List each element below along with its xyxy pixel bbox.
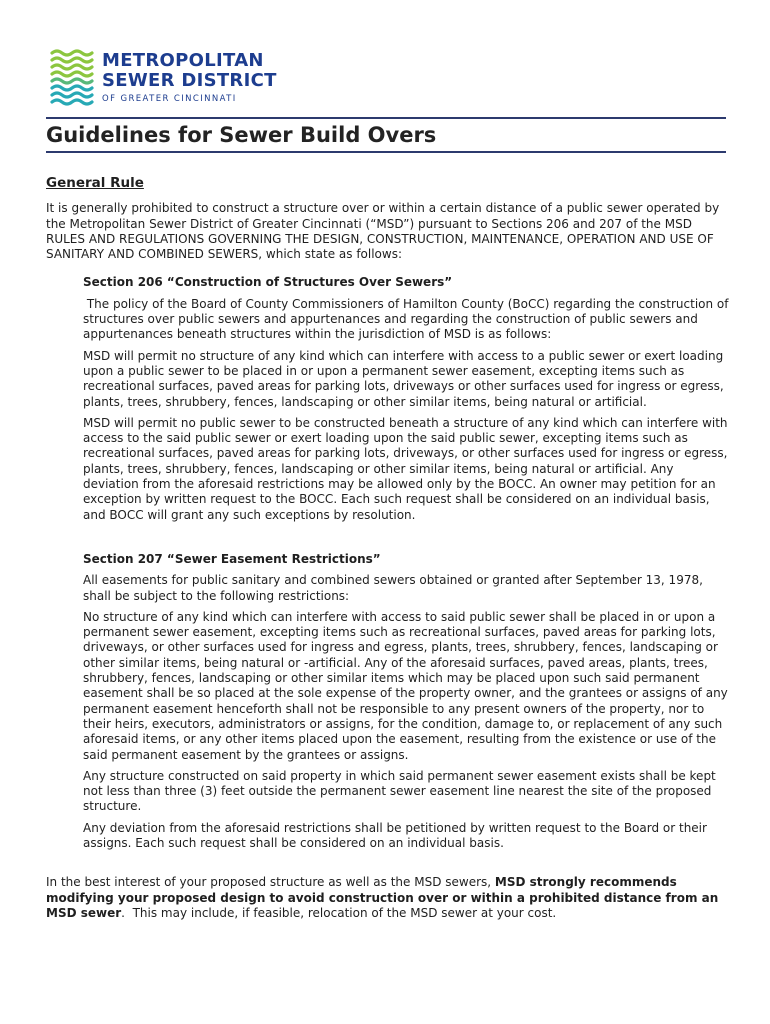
logo-line-2: SEWER DISTRICT	[102, 70, 277, 91]
general-rule-intro: It is generally prohibited to construct a structure over or within a certain distance of a public sewer operated by the Metropolitan Sewer District of Greater Cincinnati (“MSD”) pursuant to Sections 206 and 207 of the MSD RULES AND REGULATIONS GOVERNING THE DESIGN, CONSTRUCTION, MAINTENANCE, OPERATION AND USE OF SANITARY AND COMBINED SEWERS, which state as follows:	[46, 201, 720, 262]
section-207-paragraph: Any structure constructed on said property in which said permanent sewer easement exists shall be kept not less than three (3) feet outside the permanent sewer easement line nearest the site of the proposed structure.	[83, 768, 716, 814]
logo-line-1: METROPOLITAN	[102, 50, 264, 71]
document-body	[46, 176, 732, 921]
section-207-paragraph: No structure of any kind which can interfere with access to said public sewer shall be placed in or upon a permanent sewer easement, excepting items such as recreational surfaces, paved areas for parking lots, driveways, or other surfaces used for ingress and egress, plants, trees, shrubbery, fences, landscaping or other similar items, being natural or -artificial. Any of the aforesaid surfaces, paved areas, plants, trees, shrubbery, fences, landscaping or other similar items which may be placed upon such said permanent easement shall be so placed at the sole expense of the property owner, and the grantees or assigns of any permanent easement henceforth shall not be responsible to any present owners of the property, nor to their heirs, executors, administrators or assigns, for the condition, damage to, or replacement of any such aforesaid items, or any other items placed upon the easement, resulting from the existence or use of the said permanent easement by the grantees or assigns.	[83, 609, 728, 762]
section-206-paragraph: The policy of the Board of County Commissioners of Hamilton County (BoCC) regarding the construction of structures over public sewers and appurtenances and regarding the construction of public sewers and appurtenances beneath structures within the jurisdiction of MSD is as follows:	[83, 296, 733, 342]
page-title: Guidelines for Sewer Build Overs	[46, 123, 437, 147]
section-206-heading: Section 206 “Construction of Structures Over Sewers”	[83, 275, 453, 290]
section-207-paragraph: All easements for public sanitary and combined sewers obtained or granted after September 13, 1978, shall be subject to the following restrictions:	[83, 573, 703, 603]
section-206-paragraph: MSD will permit no structure of any kind which can interfere with access to a public sewer or exert loading upon a public sewer to be placed in or upon a permanent sewer easement, excepting items such as recreational surfaces, paved areas for parking lots, driveways or other surfaces used for ingress or egress, plants, trees, shrubbery, fences, landscaping or other similar items, being natural or artificial.	[83, 348, 724, 409]
section-206-paragraph: MSD will permit no public sewer to be constructed beneath a structure of any kind which can interfere with access to the said public sewer or exert loading upon the said public sewer, excepting items such as recreational surfaces, paved areas for parking lots, driveways, or other surfaces used for ingress or egress, plants, trees, shrubbery, fences, landscaping or other similar items, being natural or artificial. Any deviation from the aforesaid restrictions may be allowed only by the BOCC. An owner may petition for an exception by written request to the BOCC. Each such request shall be considered on an individual basis, and BOCC will grant any such exceptions by resolution.	[83, 415, 728, 522]
section-207-heading: Section 207 “Sewer Easement Restrictions”	[83, 551, 381, 566]
msd-logo	[50, 48, 277, 110]
section-spacer	[83, 529, 732, 552]
closing-bold-recommendation: MSD strongly recommends modifying your proposed design to avoid construction over or within a prohibited distance from an MSD sewer	[46, 875, 723, 920]
general-rule-heading: General Rule	[46, 175, 144, 191]
logo-line-3: OF GREATER CINCINNATI	[102, 94, 237, 104]
section-207-paragraph: Any deviation from the aforesaid restrictions shall be petitioned by written request to the Board or their assigns. Each such request shall be considered on an individual basis.	[83, 820, 707, 850]
title-bottom-rule	[46, 151, 726, 153]
msd-wave-logo-icon	[50, 48, 94, 110]
title-top-rule	[46, 117, 726, 119]
closing-lead: In the best interest of your proposed structure as well as the MSD sewers,	[46, 875, 495, 890]
closing-recommendation	[46, 875, 732, 921]
logo-wordmark	[102, 51, 277, 104]
section-206	[83, 275, 732, 851]
closing-tail: . This may include, if feasible, relocation of the MSD sewer at your cost.	[121, 905, 557, 920]
